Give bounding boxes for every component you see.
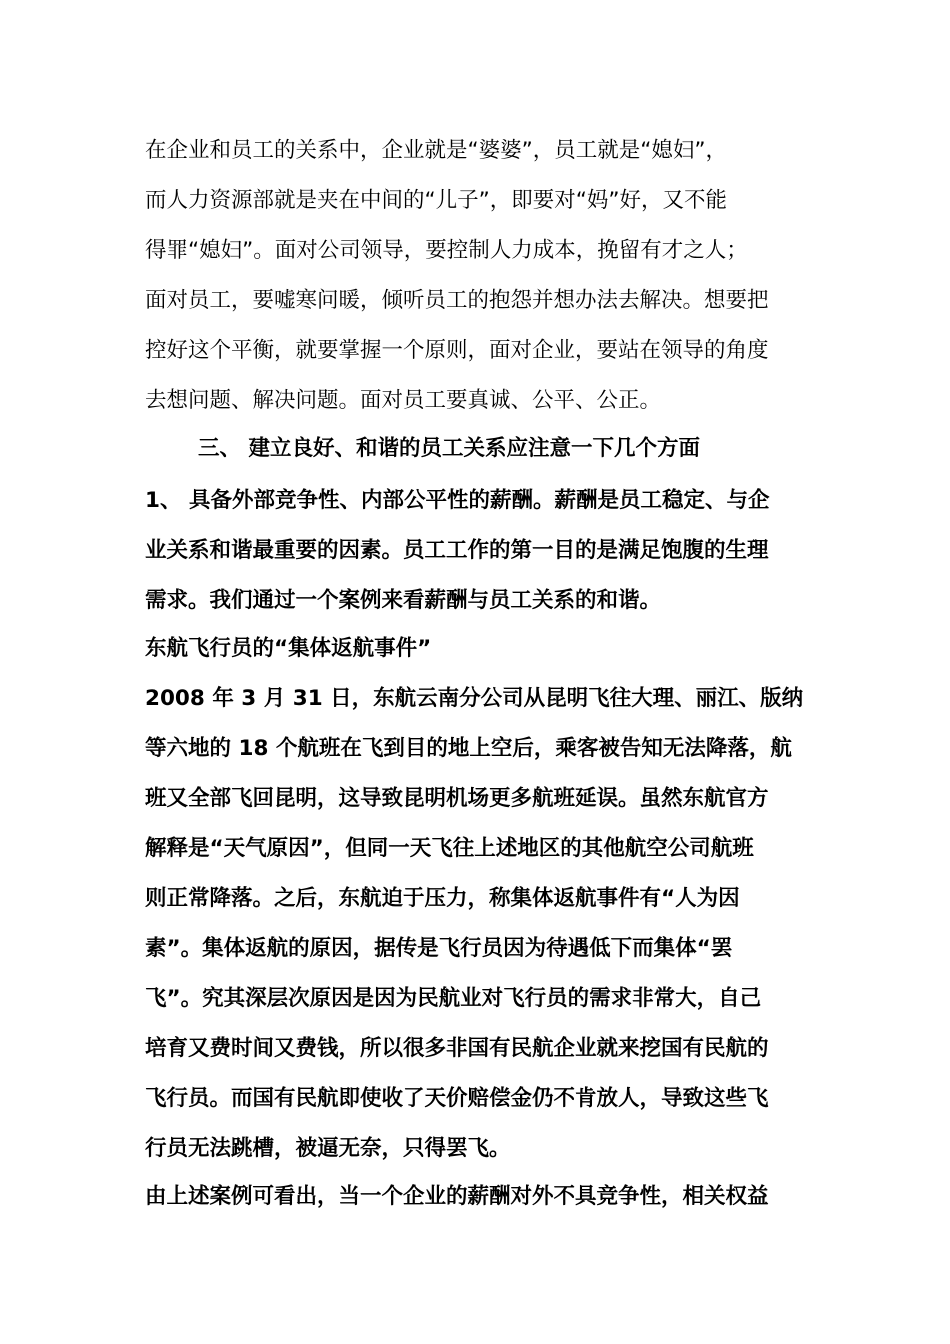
case-line-10: 行员无法跳槽，被逼无奈，只得罢飞。 <box>145 1136 511 1161</box>
intro-line-4: 面对员工，要嘘寒问暖，倾听员工的抱怨并想办法去解决。想要把 <box>145 288 769 313</box>
item-1-line-1: 1、 具备外部竞争性、内部公平性的薪酬。薪酬是员工稳定、与企 <box>145 488 770 513</box>
case-line-7: 飞”。究其深层次原因是因为民航业对飞行员的需求非常大，自己 <box>145 986 762 1011</box>
intro-line-1: 在企业和员工的关系中，企业就是“婆婆”，员工就是“媳妇”， <box>145 138 728 163</box>
case-line-5: 则正常降落。之后，东航迫于压力，称集体返航事件有“人为因 <box>145 886 740 911</box>
case-line-6: 素”。集体返航的原因，据传是飞行员因为待遇低下而集体“罢 <box>145 936 733 961</box>
item-1-line-3: 需求。我们通过一个案例来看薪酬与员工关系的和谐。 <box>145 588 662 613</box>
case-line-2: 等六地的 18 个航班在飞到目的地上空后，乘客被告知无法降落，航 <box>145 736 792 761</box>
case-line-8: 培育又费时间又费钱，所以很多非国有民航企业就来挖国有民航的 <box>145 1036 769 1061</box>
item-1-line-2: 业关系和谐最重要的因素。员工工作的第一目的是满足饱腹的生理 <box>145 538 769 563</box>
case-line-1: 2008 年 3 月 31 日，东航云南分公司从昆明飞往大理、丽江、版纳 <box>145 686 804 711</box>
case-title: 东航飞行员的“集体返航事件” <box>145 636 432 661</box>
intro-line-2: 而人力资源部就是夹在中间的“儿子”，即要对“妈”好，又不能 <box>145 188 728 213</box>
conclusion-line-1: 由上述案例可看出，当一个企业的薪酬对外不具竞争性，相关权益 <box>145 1184 769 1209</box>
intro-line-6: 去想问题、解决问题。面对员工要真诚、公平、公正。 <box>145 388 662 413</box>
intro-line-5: 控好这个平衡，就要掌握一个原则，面对企业，要站在领导的角度 <box>145 338 769 363</box>
section-heading: 三、 建立良好、和谐的员工关系应注意一下几个方面 <box>198 436 700 461</box>
intro-line-3: 得罪“媳妇”。面对公司领导，要控制人力成本，挽留有才之人； <box>145 238 748 263</box>
case-line-9: 飞行员。而国有民航即使收了天价赔偿金仍不肯放人，导致这些飞 <box>145 1086 769 1111</box>
case-line-3: 班又全部飞回昆明，这导致昆明机场更多航班延误。虽然东航官方 <box>145 786 769 811</box>
case-line-4: 解释是“天气原因”，但同一天飞往上述地区的其他航空公司航班 <box>145 836 754 861</box>
